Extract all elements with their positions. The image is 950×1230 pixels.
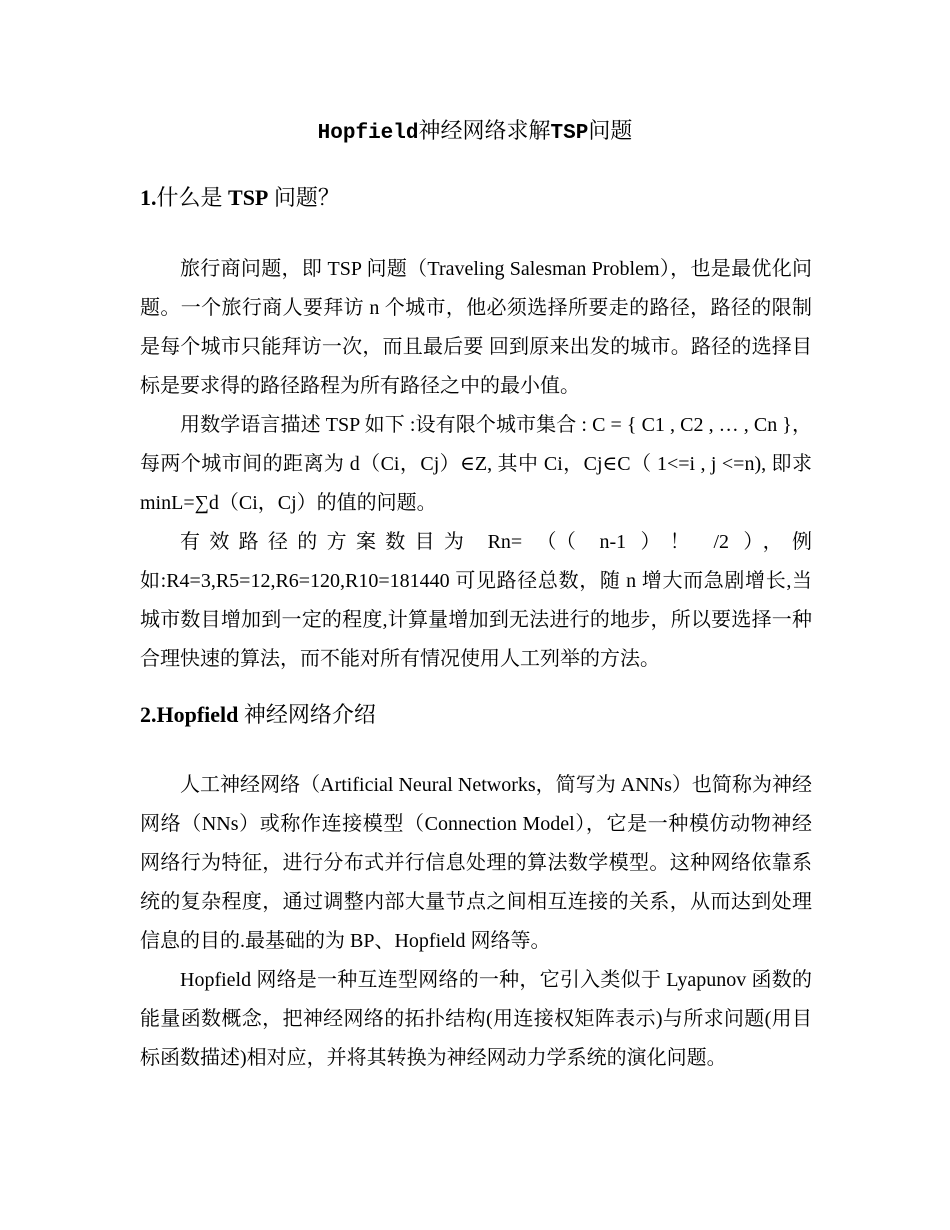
section-1-heading-end: 问题？ [268, 185, 340, 210]
document-title [0, 116, 950, 149]
section-2-heading [140, 700, 376, 730]
section-2-number-term: 2.Hopfield [140, 702, 239, 727]
title-term-tsp: TSP [550, 122, 589, 145]
section-1-paragraph-2: 用数学语言描述 TSP 如下 :设有限个城市集合 : C = { C1 , C2 , … , Cn }，每两个城市间的距离为 d（Ci，Cj）∈Z, 其中 Ci，Cj∈C（ 1<=i , j <=n), 即求 minL=∑d（Ci，Cj）的值的问题。 [140, 414, 812, 514]
section-1-heading-term: TSP [228, 185, 269, 210]
section-1-paragraph-1: 旅行商问题，即 TSP 问题（Traveling Salesman Problem），也是最优化问题。一个旅行商人要拜访 n 个城市，他必须选择所要走的路径，路径的限制是每个城市只能拜访一次，而且最后要 回到原来出发的城市。路径的选择目标是要求得的路径路程为所有路径之中的最小值。 [140, 258, 812, 397]
section-2-paragraph-1: 人工神经网络（Artificial Neural Networks，简写为 ANNs）也简称为神经网络（NNs）或称作连接模型（Connection Model），它是一种模仿动物神经网络行为特征，进行分布式并行信息处理的算法数学模型。这种网络依靠系统的复杂程度，通过调整内部大量节点之间相互连接的关系，从而达到处理信息的目的.最基础的为 BP、Hopfield 网络等。 [140, 774, 812, 952]
section-2-paragraph-2: Hopfield 网络是一种互连型网络的一种，它引入类似于 Lyapunov 函数的能量函数概念，把神经网络的拓扑结构(用连接权矩阵表示)与所求问题(用目标函数描述)相对应，并将其转换为神经网动力学系统的演化问题。 [140, 969, 812, 1069]
section-1-number: 1. [140, 185, 157, 210]
section-1-heading-text: 什么是 [156, 185, 229, 210]
title-text-end: 问题 [588, 118, 633, 143]
title-text: 神经网络求解 [418, 118, 551, 143]
title-term-hopfield: Hopfield [317, 122, 419, 145]
section-1-heading [140, 183, 340, 213]
section-2-heading-end: 神经网络介绍 [238, 702, 376, 727]
section-1-paragraph-3: 有效路径的方案数目为 Rn= （（ n-1 ）！ /2 ），例如:R4=3,R5=12,R6=120,R10=181440 可见路径总数，随 n 增大而急剧增长,当城市数目增加到一定的程度,计算量增加到无法进行的地步，所以要选择一种合理快速的算法，而不能对所有情况使用人工列举的方法。 [140, 531, 812, 670]
